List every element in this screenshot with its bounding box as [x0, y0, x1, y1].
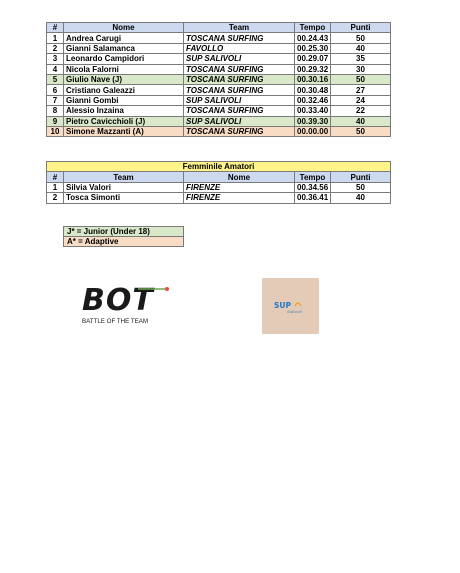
table-row [47, 85, 391, 95]
table-row [47, 33, 391, 43]
col-header-time: Tempo [295, 23, 331, 33]
cell-team: TOSCANA SURFING [184, 64, 295, 74]
cell-team: SUP SALIVOLI [184, 95, 295, 105]
bot-logo [80, 280, 176, 328]
cell-time: 00.33.40 [295, 106, 331, 116]
cell-time: 00.29.07 [295, 54, 331, 64]
table-row [47, 106, 391, 116]
women-results-table [46, 161, 391, 204]
cell-time: 00.34.56 [295, 182, 331, 192]
cell-points: 22 [331, 106, 391, 116]
table-row [47, 64, 391, 74]
cell-num: 2 [47, 43, 64, 53]
table-row [47, 182, 391, 192]
cell-name: Giulio Nave (J) [64, 74, 184, 84]
bot-logo-tagline: BATTLE OF THE TEAM [82, 318, 149, 325]
cell-num: 9 [47, 116, 64, 126]
col-header-team: Team [184, 23, 295, 33]
cell-team: FIRENZE [184, 182, 295, 192]
legend-table [63, 226, 184, 247]
cell-time: 00.36.41 [295, 193, 331, 203]
cell-num: 1 [47, 33, 64, 43]
cell-team: TOSCANA SURFING [184, 33, 295, 43]
cell-points: 40 [331, 43, 391, 53]
cell-time: 00.00.00 [295, 126, 331, 136]
cell-points: 30 [331, 64, 391, 74]
table-header-row [47, 172, 391, 182]
cell-time: 00.32.46 [295, 95, 331, 105]
col-header-num: # [47, 172, 64, 182]
cell-num: 10 [47, 126, 64, 136]
cell-name: Cristiano Galeazzi [64, 85, 184, 95]
table-row [47, 193, 391, 203]
cell-points: 40 [331, 116, 391, 126]
cell-num: 6 [47, 85, 64, 95]
cell-num: 8 [47, 106, 64, 116]
sup-logo-mark: SUP [274, 301, 291, 310]
cell-name: Alessio Inzaina [64, 106, 184, 116]
cell-points: 50 [331, 126, 391, 136]
cell-name: Pietro Cavicchioli (J) [64, 116, 184, 126]
sup-logo-sub: Salivoli [287, 309, 302, 314]
cell-name: Andrea Carugi [64, 33, 184, 43]
col-header-team: Team [64, 172, 184, 182]
cell-points: 50 [331, 182, 391, 192]
col-header-points: Punti [331, 23, 391, 33]
category-title-row [47, 162, 391, 172]
cell-team: TOSCANA SURFING [184, 126, 295, 136]
cell-name: Nicola Falorni [64, 64, 184, 74]
table-row [47, 43, 391, 53]
category-title: Femminile Amatori [47, 162, 391, 172]
cell-team: SUP SALIVOLI [184, 54, 295, 64]
cell-team: FAVOLLO [184, 43, 295, 53]
cell-num: 2 [47, 193, 64, 203]
cell-num: 7 [47, 95, 64, 105]
cell-name: Tosca Simonti [64, 193, 184, 203]
cell-team: TOSCANA SURFING [184, 85, 295, 95]
col-header-name: Nome [184, 172, 295, 182]
cell-points: 35 [331, 54, 391, 64]
cell-points: 27 [331, 85, 391, 95]
col-header-num: # [47, 23, 64, 33]
cell-name: Simone Mazzanti (A) [64, 126, 184, 136]
cell-team: FIRENZE [184, 193, 295, 203]
cell-name: Silvia Valori [64, 182, 184, 192]
col-header-name: Nome [64, 23, 184, 33]
cell-time: 00.29.32 [295, 64, 331, 74]
legend-adaptive: A* = Adaptive [64, 237, 184, 247]
cell-num: 4 [47, 64, 64, 74]
sup-salivoli-logo [262, 278, 319, 334]
cell-team: SUP SALIVOLI [184, 116, 295, 126]
cell-points: 40 [331, 193, 391, 203]
men-results-table [46, 22, 391, 137]
table-row [47, 95, 391, 105]
cell-points: 50 [331, 33, 391, 43]
table-row-junior [47, 74, 391, 84]
cell-name: Gianni Gombi [64, 95, 184, 105]
legend-adaptive-row [64, 237, 184, 247]
cell-points: 50 [331, 74, 391, 84]
cell-num: 5 [47, 74, 64, 84]
cell-time: 00.39.30 [295, 116, 331, 126]
cell-time: 00.30.16 [295, 74, 331, 84]
col-header-points: Punti [331, 172, 391, 182]
cell-time: 00.24.43 [295, 33, 331, 43]
legend-junior: J* = Junior (Under 18) [64, 227, 184, 237]
cell-num: 3 [47, 54, 64, 64]
cell-team: TOSCANA SURFING [184, 106, 295, 116]
table-header-row [47, 23, 391, 33]
cell-team: TOSCANA SURFING [184, 74, 295, 84]
cell-num: 1 [47, 182, 64, 192]
table-row [47, 54, 391, 64]
cell-time: 00.25.30 [295, 43, 331, 53]
cell-time: 00.30.48 [295, 85, 331, 95]
cell-name: Gianni Salamanca [64, 43, 184, 53]
bot-logo-mark: BOT [82, 283, 154, 318]
legend-junior-row [64, 227, 184, 237]
col-header-time: Tempo [295, 172, 331, 182]
table-row-junior [47, 116, 391, 126]
cell-name: Leonardo Campidori [64, 54, 184, 64]
cell-points: 24 [331, 95, 391, 105]
table-row-adaptive [47, 126, 391, 136]
